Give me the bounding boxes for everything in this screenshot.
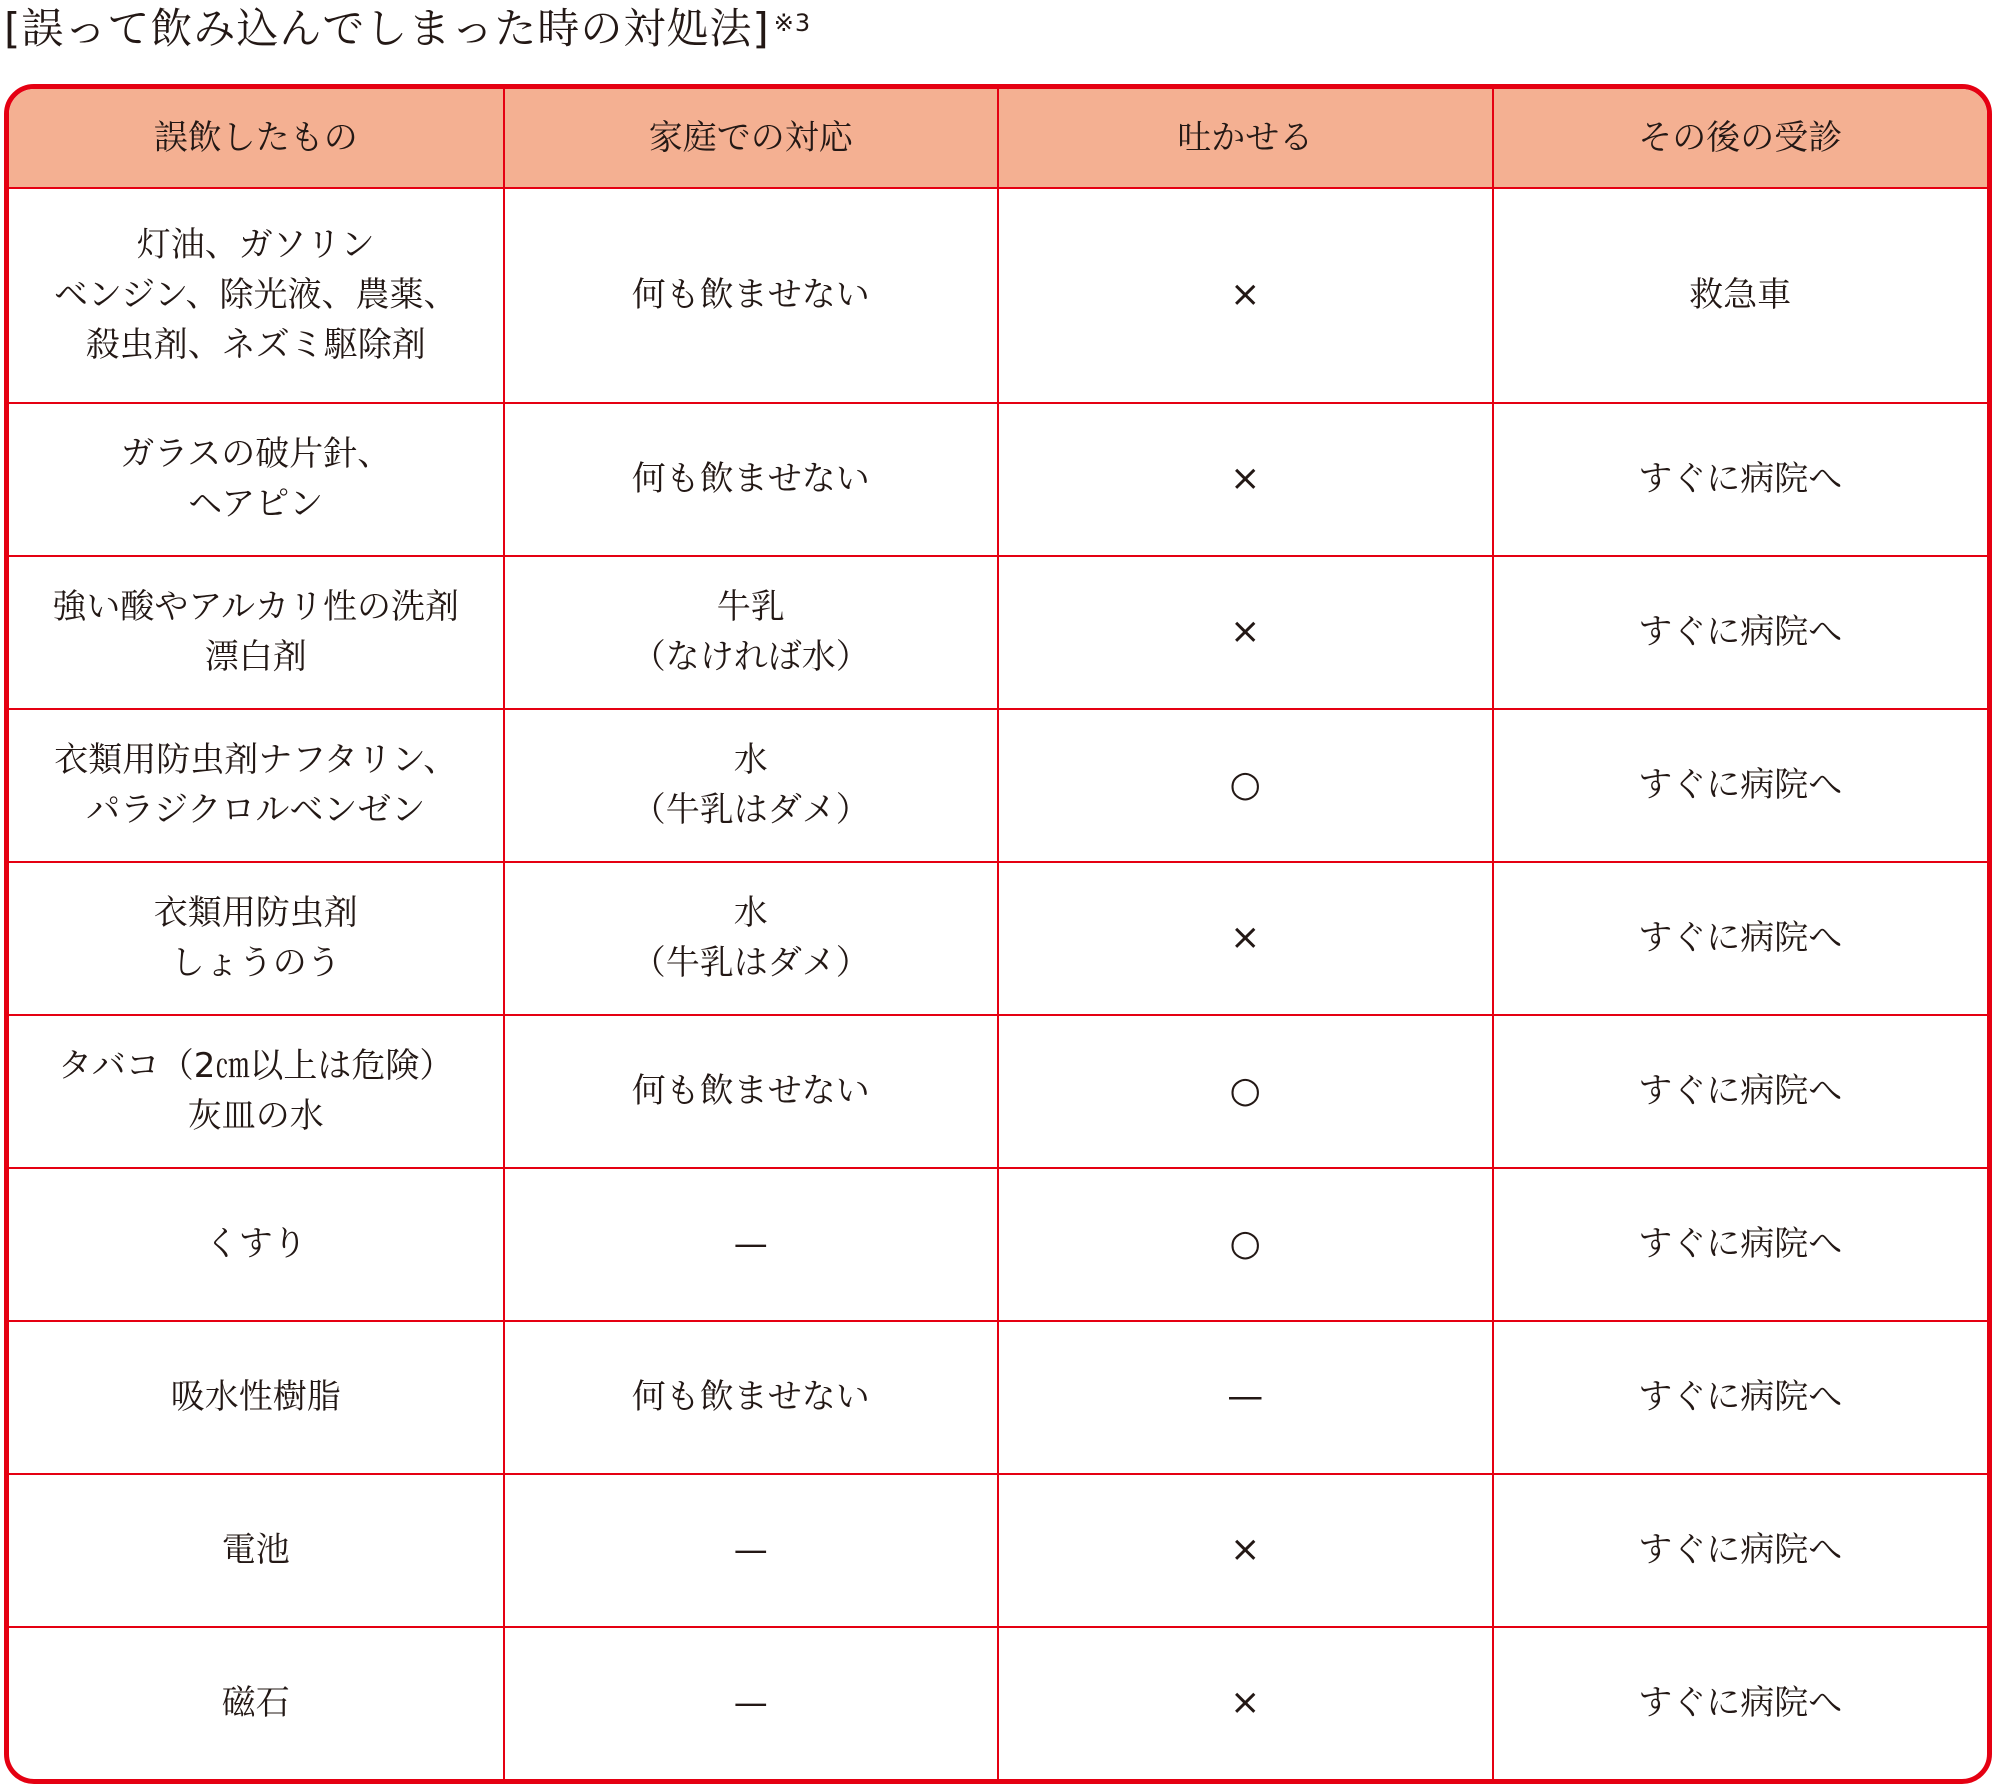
cell-hospital-visit: すぐに病院へ (1493, 709, 1988, 862)
cell-vomit: × (998, 1627, 1493, 1779)
cell-hospital-visit: すぐに病院へ (1493, 862, 1988, 1015)
table-row (9, 403, 1987, 556)
cell-hospital-visit: すぐに病院へ (1493, 1321, 1988, 1474)
cell-vomit: × (998, 188, 1493, 403)
cell-item: 強い酸やアルカリ性の洗剤 漂白剤 (9, 556, 504, 709)
cell-vomit: × (998, 1474, 1493, 1627)
cell-home-response: 水 （牛乳はダメ） (504, 709, 999, 862)
cell-vomit: — (998, 1321, 1493, 1474)
header-hospital-visit: その後の受診 (1493, 89, 1988, 188)
cell-item: タバコ（2㎝以上は危険） 灰皿の水 (9, 1015, 504, 1168)
table-row (9, 556, 1987, 709)
cell-hospital-visit: すぐに病院へ (1493, 1015, 1988, 1168)
cell-hospital-visit: すぐに病院へ (1493, 1168, 1988, 1321)
table-header-row (9, 89, 1987, 188)
table-row (9, 1627, 1987, 1779)
table-row (9, 862, 1987, 1015)
cell-hospital-visit: 救急車 (1493, 188, 1988, 403)
cell-vomit: ○ (998, 1168, 1493, 1321)
page-title (4, 0, 811, 60)
treatment-table (9, 89, 1987, 1779)
cell-vomit: ○ (998, 709, 1493, 862)
table-row (9, 1015, 1987, 1168)
cell-item: 磁石 (9, 1627, 504, 1779)
title-footnote-mark: ※3 (773, 9, 812, 37)
header-vomit: 吐かせる (998, 89, 1493, 188)
table-row (9, 1168, 1987, 1321)
cell-home-response: 何も飲ませない (504, 403, 999, 556)
cell-vomit: × (998, 862, 1493, 1015)
cell-home-response: 牛乳 （なければ水） (504, 556, 999, 709)
cell-vomit: × (998, 403, 1493, 556)
cell-hospital-visit: すぐに病院へ (1493, 1627, 1988, 1779)
cell-hospital-visit: すぐに病院へ (1493, 556, 1988, 709)
cell-home-response: 何も飲ませない (504, 188, 999, 403)
cell-hospital-visit: すぐに病院へ (1493, 403, 1988, 556)
cell-item: くすり (9, 1168, 504, 1321)
table-row (9, 1321, 1987, 1474)
cell-item: 吸水性樹脂 (9, 1321, 504, 1474)
cell-vomit: ○ (998, 1015, 1493, 1168)
header-item: 誤飲したもの (9, 89, 504, 188)
treatment-table-frame (4, 84, 1992, 1784)
table-row (9, 188, 1987, 403)
table-row (9, 1474, 1987, 1627)
cell-home-response: — (504, 1627, 999, 1779)
cell-item: 灯油、ガソリン ベンジン、除光液、農薬、 殺虫剤、ネズミ駆除剤 (9, 188, 504, 403)
table-row (9, 709, 1987, 862)
cell-home-response: 水 （牛乳はダメ） (504, 862, 999, 1015)
cell-hospital-visit: すぐに病院へ (1493, 1474, 1988, 1627)
cell-item: 衣類用防虫剤 しょうのう (9, 862, 504, 1015)
cell-home-response: 何も飲ませない (504, 1015, 999, 1168)
cell-item: ガラスの破片針、 ヘアピン (9, 403, 504, 556)
header-home-response: 家庭での対応 (504, 89, 999, 188)
title-text: [誤って飲み込んでしまった時の対処法] (4, 4, 770, 53)
cell-item: 電池 (9, 1474, 504, 1627)
cell-home-response: 何も飲ませない (504, 1321, 999, 1474)
cell-home-response: — (504, 1168, 999, 1321)
cell-home-response: — (504, 1474, 999, 1627)
cell-item: 衣類用防虫剤ナフタリン、 パラジクロルベンゼン (9, 709, 504, 862)
cell-vomit: × (998, 556, 1493, 709)
